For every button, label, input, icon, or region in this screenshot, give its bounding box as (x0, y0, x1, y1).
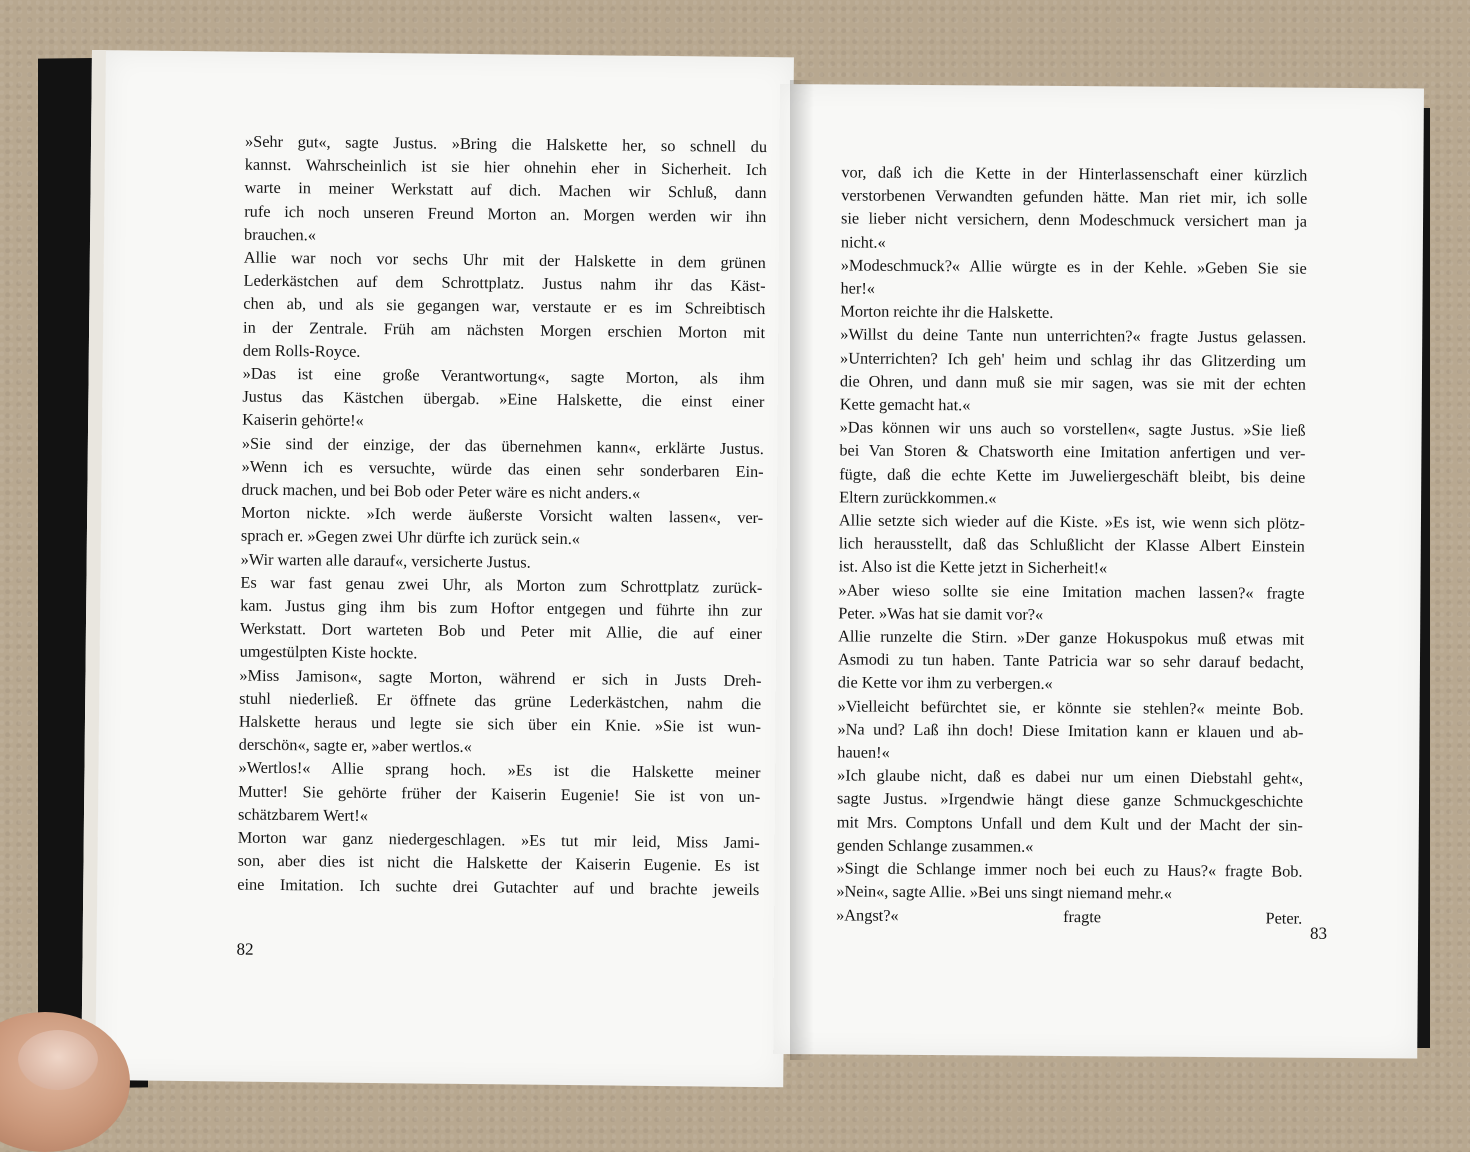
text-line: brauchen.« (243, 224, 317, 245)
text-line: »Vielleicht befürchtet sie, er könnte sie stehlen?« meinte Bob. (837, 696, 1304, 719)
text-line: Halskette heraus und legte sie sich über ein Knie. »Sie ist wun- (238, 711, 762, 737)
text-line: nicht.« (840, 232, 886, 252)
text-line: Allie setzte sich wieder auf die Kiste. »Es ist, wie wenn sich plötz- (838, 510, 1306, 533)
text-line: Allie war noch vor sechs Uhr mit der Halskette in dem grünen (243, 247, 766, 273)
text-line: »Willst du deine Tante nun unterrichten?« fragte Justus gelassen. (840, 324, 1307, 348)
text-line: sagte Justus. »Irgendwie hängt diese ganze Schmuckgeschichte (836, 788, 1304, 812)
text-line: sprach er. »Gegen zwei Uhr dürfte ich zurück sein.« (240, 526, 581, 549)
right-page (773, 84, 1424, 1058)
text-line: ist. Also ist die Kette jetzt in Sicherheit!« (838, 556, 1108, 578)
text-line: »Wenn ich es versuchte, würde das einen sehr sonderbaren Ein- (241, 456, 764, 481)
text-line: lich herausstellt, daß das Schlußlicht der Klasse Albert Einstein (838, 533, 1305, 556)
text-line: stuhl niederließ. Er öffnete das grüne Lederkästchen, nahm die (239, 688, 762, 713)
text-line: »Unterrichten? Ich geh' heim und schlag ihr das Glitzerding um (840, 348, 1307, 371)
text-line: Eltern zurückkommen.« (839, 487, 997, 508)
text-line: Morton war ganz niedergeschlagen. »Es tut mir leid, Miss Jami- (237, 827, 760, 853)
text-line: »Das können wir uns auch so vorstellen«, sagte Justus. »Sie ließ (839, 417, 1306, 440)
text-line: verstorbenen Verwandten gefunden hätte. Man riet mir, ich solle (841, 185, 1308, 208)
text-line: Werkstatt. Dort warteten Bob und Peter mit Allie, die auf einer (239, 618, 763, 644)
left-page-number: 82 (236, 939, 254, 959)
text-line: warte in meiner Werkstatt auf dich. Machen wir Schluß, dann (244, 178, 767, 203)
text-line: »Aber wieso sollte sie eine Imitation machen lassen?« fragte (838, 580, 1305, 603)
text-line: rufe ich noch unseren Freund Morton an. Morgen werden wir ihn (244, 201, 767, 226)
text-line: in der Zentrale. Früh am nächsten Morgen erschien Morton mit (243, 317, 766, 342)
text-line: kannst. Wahrscheinlich ist sie hier ohnehin eher in Sicherheit. Ich (244, 154, 767, 180)
left-page-text (237, 130, 767, 901)
text-line: genden Schlange zusammen.« (836, 835, 1034, 856)
text-line: son, aber dies ist nicht die Halskette der Kaiserin Eugenie. Es ist (237, 850, 760, 876)
text-line: Es war fast genau zwei Uhr, als Morton zum Schrottplatz zurück- (240, 572, 763, 597)
text-line: Morton nickte. »Ich werde äußerste Vorsicht walten lassen«, ver- (241, 502, 764, 528)
text-line: »Nein«, sagte Allie. »Bei uns singt niemand mehr.« (836, 881, 1172, 904)
text-line: umgestülpten Kiste hockte. (239, 642, 418, 663)
text-line: »Sehr gut«, sagte Justus. »Bring die Halskette her, so schnell du (244, 131, 768, 157)
text-line: die Ohren, und dann muß sie mir sagen, was sie mit der echten (839, 371, 1306, 394)
text-line: »Modeschmuck?« Allie würgte es in der Kehle. »Geben Sie sie (840, 255, 1307, 278)
text-line: fügte, daß die echte Kette im Juweliergeschäft bleibt, bis deine (839, 464, 1306, 487)
text-line: Morton reichte ihr die Halskette. (840, 301, 1054, 323)
text-line: Lederkästchen auf dem Schrottplatz. Justus nahm ihr das Käst- (243, 270, 766, 296)
text-line: »Angst?« fragte Peter. (836, 904, 1303, 928)
text-line: mit Mrs. Comptons Unfall und dem Kult und der Macht der sin- (836, 812, 1303, 835)
text-line: vor, daß ich die Kette in der Hinterlassenschaft einer kürzlich (841, 162, 1308, 185)
text-line: »Wir warten alle darauf«, versicherte Justus. (240, 549, 531, 572)
book-spine-shadow (790, 80, 814, 1060)
text-line: Mutter! Sie gehörte früher der Kaiserin Eugenie! Sie ist von un- (238, 781, 761, 806)
text-line: kam. Justus ging ihm bis zum Hoftor entgegen und führte ihn zur (240, 595, 763, 621)
left-page (81, 50, 794, 1087)
text-line: »Ich glaube nicht, daß es dabei nur um einen Diebstahl geht«, (837, 765, 1304, 788)
text-line: druck machen, und bei Bob oder Peter wäre es nicht anders.« (241, 479, 641, 503)
text-line: »Wertlos!« Allie sprang hoch. »Es ist die Halskette meiner (238, 758, 761, 783)
text-line: hauen!« (837, 742, 890, 762)
text-line: »Singt die Schlange immer noch bei euch zu Haus?« fragte Bob. (836, 858, 1303, 881)
thumb-nail (18, 1030, 98, 1090)
text-line: »Na und? Laß ihn doch! Diese Imitation kann er klauen und ab- (837, 719, 1304, 742)
text-line: derschön«, sagte er, »aber wertlos.« (238, 734, 472, 757)
text-line: Kaiserin gehörte!« (242, 410, 364, 431)
text-line: Allie runzelte die Stirn. »Der ganze Hokuspokus muß etwas mit (838, 626, 1305, 649)
text-line: schätzbarem Wert!« (237, 804, 369, 825)
text-line: Justus das Kästchen übergab. »Eine Halskette, die einst einer (242, 386, 765, 412)
text-line: »Sie sind der einzige, der das übernehmen kann«, erklärte Justus. (241, 433, 764, 458)
text-line: Peter. »Was hat sie damit vor?« (838, 603, 1044, 624)
text-line: chen ab, und als sie gegangen war, verstaute er es im Schreibtisch (243, 294, 766, 319)
text-line: »Miss Jamison«, sagte Morton, während er sich in Justs Dreh- (239, 665, 762, 690)
text-line: die Kette vor ihm zu verbergen.« (837, 672, 1053, 694)
right-page-number: 83 (1310, 923, 1328, 943)
text-line: Asmodi zu tun haben. Tante Patricia war so sehr darauf bedacht, (837, 649, 1305, 672)
text-line: eine Imitation. Ich suchte drei Gutachter auf und brachte jeweils (237, 874, 760, 899)
text-line: sie lieber nicht versichern, denn Modeschmuck versichert man ja (840, 208, 1308, 232)
text-line: dem Rolls-Royce. (242, 340, 361, 361)
text-line: Kette gemacht hat.« (839, 394, 971, 415)
right-page-text (836, 160, 1307, 929)
text-line: her!« (840, 278, 876, 298)
text-line: bei Van Storen & Chatsworth eine Imitation anfertigen und ver- (839, 440, 1306, 464)
text-line: »Das ist eine große Verantwortung«, sagte Morton, als ihm (242, 363, 765, 389)
